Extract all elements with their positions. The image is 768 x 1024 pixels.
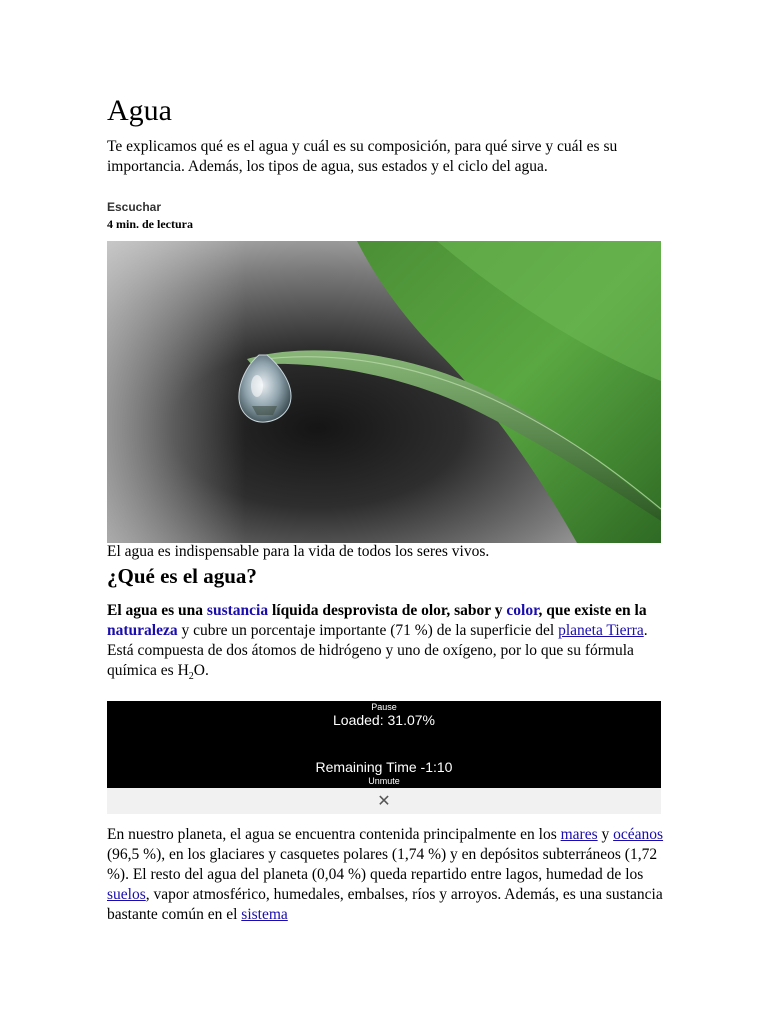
link-sustancia[interactable]: sustancia [206,602,269,619]
paragraph-text: y cubre un porcentaje importante (71 %) de la superficie del [177,622,559,639]
pause-button[interactable]: Pause [371,702,397,712]
article-intro: Te explicamos qué es el agua y cuál es su composición, para qué sirve y cuál es su importancia. Además, los tipos de agua, sus estados y el ciclo del agua. [107,138,618,175]
link-suelos[interactable]: suelos [107,886,146,903]
paragraph-text: El agua es una [107,602,207,619]
link-naturaleza[interactable]: naturaleza [107,622,178,639]
link-color[interactable]: color [506,602,539,619]
close-video-button[interactable] [107,788,661,814]
link-oceanos[interactable]: océanos [613,826,664,843]
section-heading: ¿Qué es el agua? [107,564,257,588]
definition-paragraph [107,601,667,687]
image-caption: El agua es indispensable para la vida de todos los seres vivos. [107,543,490,560]
loaded-status: Loaded: 31.07% [333,712,435,728]
article-title: Agua [107,94,172,127]
link-mares[interactable]: mares [560,826,598,843]
link-sistema[interactable]: sistema [241,906,288,923]
paragraph-text: (96,5 %), en los glaciares y casquetes polares (1,74 %) y en depósitos subterráneos (1,72 %). El resto del agua del planeta (0,04 %) queda repartido entre lagos, humedad de los [107,846,658,883]
listen-button[interactable]: Escuchar [107,200,162,214]
formula-subscript: 2 [188,671,194,683]
paragraph-text: , que existe en la [538,602,647,619]
distribution-paragraph [107,825,667,925]
paragraph-text: y [597,826,614,843]
video-player[interactable] [107,701,661,788]
paragraph-text: . Está compuesta de dos átomos de hidrógeno y uno de oxígeno, por lo que su fórmula química es H [107,622,648,679]
paragraph-text: , vapor atmosférico, humedales, embalses, ríos y arroyos. Además, es una sustancia bastante común en el [107,886,663,923]
paragraph-text: En nuestro planeta, el agua se encuentra contenida principalmente en los [107,826,561,843]
paragraph-text: O. [193,662,209,679]
link-planeta-tierra[interactable]: planeta Tierra [558,622,644,639]
remaining-time: Remaining Time -1:10 [315,759,453,775]
unmute-button[interactable]: Unmute [368,776,400,786]
paragraph-text: líquida desprovista de olor, sabor y [268,602,507,619]
close-icon[interactable]: ✕ [377,791,391,810]
water-drop-image [107,241,661,543]
reading-time: 4 min. de lectura [107,217,193,231]
